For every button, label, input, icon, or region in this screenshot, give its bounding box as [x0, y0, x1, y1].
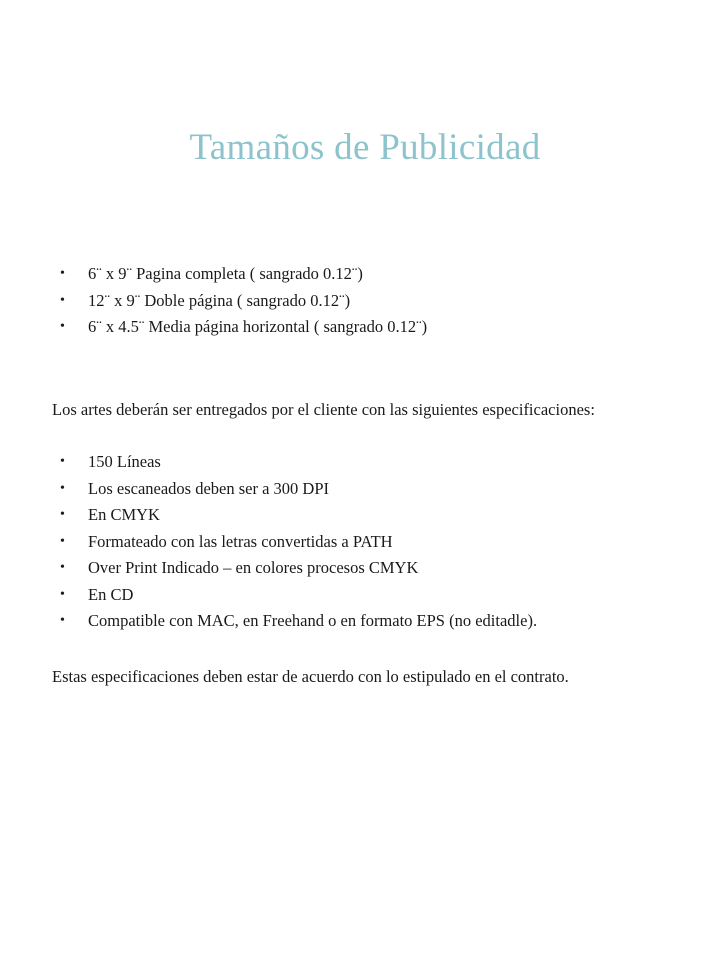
list-item-text: 150 Líneas [88, 452, 161, 471]
list-item-text: 6¨ x 4.5¨ Media página horizontal ( sangrado 0.12¨) [88, 317, 428, 336]
bullet-icon: • [60, 480, 65, 496]
bullet-icon: • [60, 292, 65, 308]
list-item [60, 449, 537, 476]
intro-paragraph: Los artes deberán ser entregados por el cliente con las siguientes especificaciones: [52, 400, 595, 419]
list-item-text: Formateado con las letras convertidas a PATH [88, 531, 393, 551]
list-item-text: 12¨ x 9¨ Doble página ( sangrado 0.12¨) [88, 290, 351, 310]
list-item-text: Los escaneados deben ser a 300 DPI [88, 478, 330, 498]
list-item [60, 502, 537, 529]
list-item-text: 6¨ x 9¨ Pagina completa ( sangrado 0.12¨) [88, 264, 363, 283]
list-item [60, 529, 537, 556]
list-item [60, 314, 427, 341]
bullet-icon: • [60, 319, 65, 334]
list-item [60, 476, 537, 503]
bullet-icon: • [60, 560, 65, 575]
list-item [60, 555, 537, 582]
list-item-text: En CD [88, 584, 134, 604]
ad-sizes-list [60, 261, 427, 341]
closing-paragraph: Estas especificaciones deben estar de acuerdo con lo estipulado en el contrato. [52, 667, 569, 686]
bullet-icon: • [60, 266, 65, 281]
page-title: Tamaños de Publicidad [189, 127, 541, 168]
bullet-icon: • [60, 533, 65, 549]
list-item [60, 582, 537, 609]
bullet-icon: • [60, 454, 65, 469]
bullet-icon: • [60, 507, 65, 522]
bullet-icon: • [60, 613, 65, 628]
list-item [60, 608, 537, 635]
list-item [60, 261, 427, 288]
list-item [60, 288, 427, 315]
list-item-text: Over Print Indicado – en colores procesos CMYK [88, 558, 419, 577]
specifications-list [60, 449, 537, 635]
list-item-text: En CMYK [88, 505, 160, 524]
list-item-text: Compatible con MAC, en Freehand o en formato EPS (no editadle). [88, 611, 538, 630]
bullet-icon: • [60, 586, 65, 602]
